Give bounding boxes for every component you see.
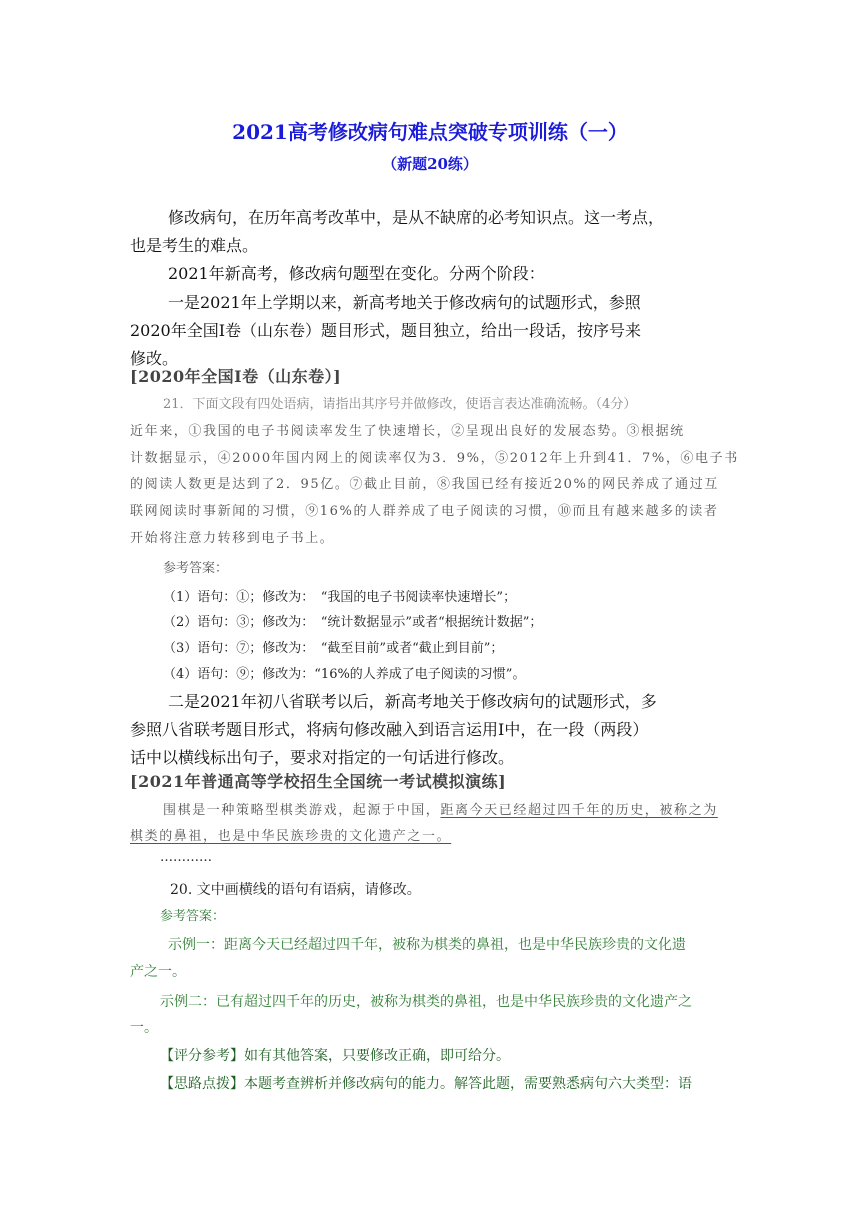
- passage-line: 计数据显示，④2000年国内网上的阅读率仅为3．9%，⑤2012年上升到41．7%，⑥电子书: [130, 451, 739, 466]
- passage-line: 联网阅读时事新闻的习惯，⑨16%的人群养成了电子阅读的习惯，⑩而且有越来越多的读者: [130, 504, 719, 519]
- example-line: 产之一。: [130, 964, 186, 980]
- ellipsis: …………: [160, 850, 212, 865]
- intro-line: 一是2021年上学期以来，新高考地关于修改病句的试题形式，参照: [168, 293, 641, 312]
- answer-line: （1）语句：①；修改为： “我国的电子书阅读率快速增长”；: [163, 590, 517, 605]
- intro-line: 修改病句，在历年高考改革中，是从不缺席的必考知识点。这一考点，: [168, 208, 665, 227]
- intro-line: 修改。: [130, 349, 179, 368]
- section-heading: [2020年全国Ⅰ卷（山东卷）]: [130, 367, 342, 386]
- underlined-sentence: 距离今天已经超过四千年的历史，被称之为: [440, 803, 718, 818]
- para2-line: 话中以横线标出句子，要求对指定的一句话进行修改。: [130, 748, 515, 767]
- passage-line: 近年来，①我国的电子书阅读率发生了快速增长，②呈现出良好的发展态势。③根据统: [130, 424, 685, 439]
- passage-line: [163, 799, 718, 818]
- underlined-sentence: 棋类的鼻祖，也是中华民族珍贵的文化遗产之一。: [130, 829, 452, 844]
- passage-plain: 围棋是一种策略型棋类游戏，起源于中国，: [163, 803, 441, 818]
- answer-line: （4）语句：⑨；修改为：“16%的人养成了电子阅读的习惯”。: [163, 667, 526, 682]
- para2-line: 参照八省联考题目形式，将病句修改融入到语言运用Ⅰ中，在一段（两段）: [130, 720, 649, 739]
- passage-line: 的阅读人数更是达到了2．95亿。⑦截止目前，⑧我国已经有接近20%的网民养成了通过互: [130, 477, 719, 492]
- page-subtitle: （新题20练）: [382, 155, 478, 173]
- tip-note: 【思路点拨】本题考查辨析并修改病句的能力。解答此题，需要熟悉病句六大类型：语: [160, 1076, 692, 1092]
- answer-label: 参考答案：: [160, 909, 226, 924]
- example-line: 示例一：距离今天已经超过四千年，被称为棋类的鼻祖，也是中华民族珍贵的文化遗: [168, 937, 686, 953]
- example-line: 一。: [130, 1020, 158, 1036]
- page-title: 2021高考修改病句难点突破专项训练（一）: [232, 120, 628, 144]
- passage-line: 开始将注意力转移到电子书上。: [130, 531, 335, 546]
- question-text: 21．下面文段有四处语病，请指出其序号并做修改，使语言表达准确流畅。（4分）: [163, 397, 637, 412]
- example-line: 示例二：已有超过四千年的历史，被称为棋类的鼻祖，也是中华民族珍贵的文化遗产之: [160, 994, 692, 1010]
- section-heading: [2021年普通高等学校招生全国统一考试模拟演练]: [130, 772, 507, 791]
- intro-line: 2021年新高考，修改病句题型在变化。分两个阶段：: [168, 264, 545, 283]
- answer-line: （3）语句：⑦；修改为： “截至目前”或者“截止到目前”；: [163, 641, 504, 656]
- answer-line: （2）语句：③；修改为： “统计数据显示”或者“根据统计数据”；: [163, 615, 543, 630]
- para2-line: 二是2021年初八省联考以后，新高考地关于修改病句的试题形式，多: [168, 692, 657, 711]
- intro-line: 也是考生的难点。: [130, 236, 259, 255]
- question-text: 20. 文中画横线的语句有语病，请修改。: [170, 882, 421, 898]
- answer-label: 参考答案：: [163, 561, 229, 576]
- intro-line: 2020年全国Ⅰ卷（山东卷）题目形式，题目独立，给出一段话，按序号来: [130, 321, 642, 340]
- scoring-note: 【评分参考】如有其他答案，只要修改正确，即可给分。: [160, 1048, 510, 1064]
